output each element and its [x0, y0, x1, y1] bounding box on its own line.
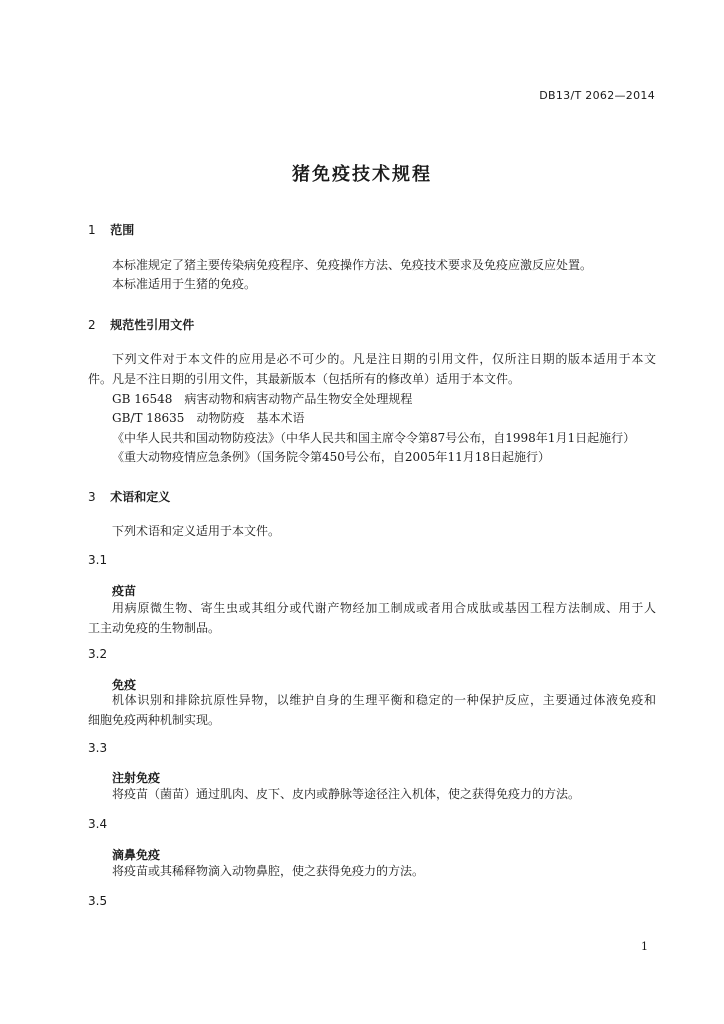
standard-code: DB13/T 2062—2014: [539, 89, 655, 102]
definition-line: 将疫苗或其稀释物滴入动物鼻腔，使之获得免疫力的方法。: [112, 864, 425, 878]
section-number: 3: [88, 490, 96, 504]
definition-line: 将疫苗（菌苗）通过肌肉、皮下、皮内或静脉等途径注入机体，使之获得免疫力的方法。: [112, 787, 581, 801]
subsection-number: 3.2: [88, 647, 108, 661]
definition-line: 机体识别和排除抗原性异物，以维护自身的生理平衡和稳定的一种保护反应，主要通过体液免疫和: [112, 693, 656, 707]
term-title: 滴鼻免疫: [112, 848, 161, 862]
section-1-heading: [88, 221, 134, 238]
subsection-number: 3.5: [88, 894, 108, 908]
definition-line: 用病原微生物、寄生虫或其组分或代谢产物经加工制成或者用合成肽或基因工程方法制成、用于人: [112, 601, 656, 615]
paragraph: 本标准适用于生猪的免疫。: [112, 277, 257, 291]
section-2-heading: [88, 316, 194, 333]
section-title: 范围: [110, 223, 135, 237]
section-title: 术语和定义: [110, 490, 171, 504]
paragraph-line: 件。凡是不注日期的引用文件，其最新版本（包括所有的修改单）适用于本文件。: [88, 372, 521, 386]
subsection-number: 3.3: [88, 741, 108, 755]
term-title: 注射免疫: [112, 771, 161, 785]
subsection-number: 3.4: [88, 817, 108, 831]
definition-line: 工主动免疫的生物制品。: [88, 621, 221, 635]
paragraph: 下列术语和定义适用于本文件。: [112, 524, 281, 538]
reference-item: 《中华人民共和国动物防疫法》（中华人民共和国主席令令第87号公布，自1998年1月1日起施行）: [112, 431, 636, 445]
subsection-number: 3.1: [88, 553, 108, 567]
section-number: 1: [88, 223, 96, 237]
reference-item: 《重大动物疫情应急条例》（国务院令第450号公布，自2005年11月18日起施行）: [112, 450, 550, 464]
section-number: 2: [88, 318, 96, 332]
paragraph: 本标准规定了猪主要传染病免疫程序、免疫操作方法、免疫技术要求及免疫应激反应处置。: [112, 258, 593, 272]
reference-item: GB/T 18635 动物防疫 基本术语: [112, 411, 305, 425]
section-3-heading: [88, 488, 170, 505]
paragraph-line: 下列文件对于本文件的应用是必不可少的。凡是注日期的引用文件，仅所注日期的版本适用于本文: [112, 352, 656, 366]
reference-item: GB 16548 病害动物和病害动物产品生物安全处理规程: [112, 392, 413, 406]
definition-line: 细胞免疫两种机制实现。: [88, 713, 221, 727]
term-title: 疫苗: [112, 584, 137, 598]
document-title: 猪免疫技术规程: [292, 164, 432, 185]
page-number: 1: [641, 940, 648, 953]
section-title: 规范性引用文件: [110, 318, 195, 332]
term-title: 免疫: [112, 678, 137, 692]
